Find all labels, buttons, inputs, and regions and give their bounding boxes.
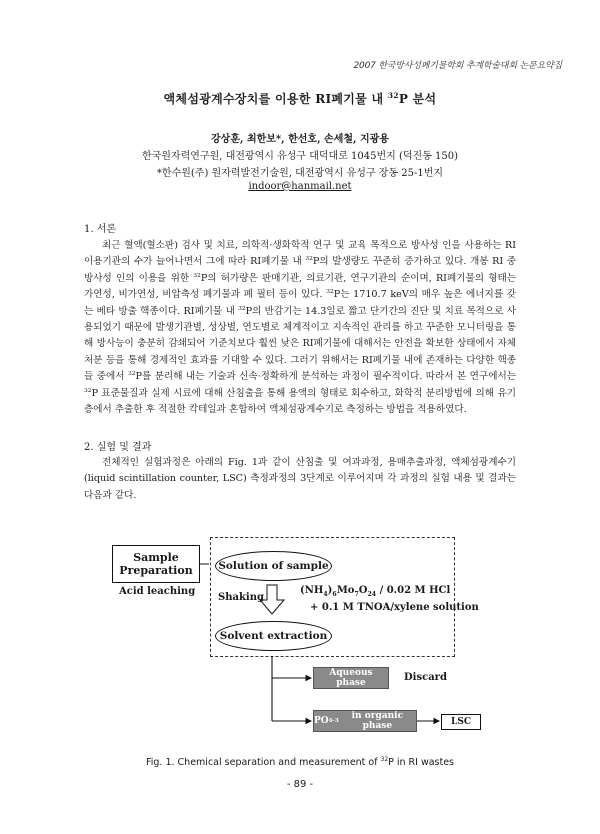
shaking-label: Shaking <box>218 592 264 603</box>
lsc-box: LSC <box>441 714 481 730</box>
section-heading-intro: 1. 서론 <box>84 224 117 235</box>
isotope-mass: 32 <box>193 271 201 279</box>
title-suffix: P 분석 <box>398 92 437 106</box>
reagent-line-1: $(NH_4)_6Mo_7O_{24} / 0.02$ M HCl <box>300 585 451 598</box>
acid-leaching-label: Acid leaching <box>119 586 196 597</box>
contact-email[interactable]: indoor@hanmail.net <box>248 181 352 192</box>
intro-text-5: P의 반감기는 14.3일로 짧고 단기간의 진단 및 치료 목적으로 사용되었기 때문에 발생기관별, 성상별, 연도별로 체계적이고 지속적인 관리를 하고 꾸준한 모니터링을 통해 방사능이 충분히 감쇄되어 기준치보다 훨씬 낮은 RI폐기물에 대해서는 안전을 확보한 상태에서 자체처분 등을 통해 경제적인 효과를 기대할 수 있다. 그러기 위해서는 RI폐기물 내에 존재하는 다양한 핵종들 중에서 <box>84 305 516 383</box>
sample-preparation-box <box>112 545 200 583</box>
results-paragraph: 전체적인 실험과정은 아래의 Fig. 1과 같이 산침출 및 여과과정, 용매추출과정, 액체섬광계수기 (liquid scintillation counter, LSC) 측정과정의 3단계로 이루어지며 각 과정의 실험 내용 및 결과는 다음과 같다. <box>84 457 516 501</box>
conference-header: 2007 한국방사성폐기물학회 추계학술대회 논문요약집 <box>353 61 562 71</box>
intro-text-4: P는 1710.7 keV의 매우 높은 에너지를 갖는 베타 방출 핵종이다. RI폐기물 내 <box>84 289 516 317</box>
sample-prep-line-1: Sample <box>133 551 179 564</box>
sample-prep-line-2: Preparation <box>119 564 193 577</box>
isotope-mass: 32 <box>127 370 136 378</box>
isotope-mass: 32 <box>238 304 246 312</box>
title-prefix: 액체섬광계수장치를 이용한 RI폐기물 내 <box>163 92 388 106</box>
discard-label: Discard <box>404 672 447 683</box>
intro-text-7: P 표준물질과 실제 시료에 대해 산침출을 통해 용액의 형태로 회수하고, 화학적 분리방법에 의해 유기층에서 추출한 후 적절한 칵테일과 혼합하여 액체섬광계수기로 측정하는 방법을 적용하였다. <box>84 387 516 416</box>
author-list: 강상훈, 최한보*, 한선호, 손세철, 지광용 <box>211 134 389 145</box>
section-heading-results: 2. 실험 및 결과 <box>84 442 152 453</box>
isotope-mass: 32 <box>84 386 92 394</box>
solution-of-sample-node: Solution of sample <box>215 551 332 581</box>
affiliation-1: 한국원자력연구원, 대전광역시 유성구 대덕대로 1045번지 (덕진동 150) <box>141 151 459 162</box>
intro-text-2: P의 발생량도 꾸준히 증가하고 있다. 개봉 RI 중 방사성 인의 이용을 위한 <box>84 256 516 284</box>
intro-text-1: 최근 혈액(혈소판) 검사 및 치료, 의학적·생화학적 연구 및 교육 목적으로 방사성 인을 사용하는 RI 이용기관의 수가 늘어나면서 그에 따라 RI폐기물 내 <box>84 240 516 268</box>
intro-text-3: P의 허가량은 판매기관, 의료기관, 연구기관의 순이며, RI폐기물의 형태는 가연성, 비가연성, 비압축성 폐기물과 폐 필터 등이 있다. <box>84 272 516 301</box>
reagent-line-2: + 0.1 M TNOA/xylene solution <box>310 602 479 613</box>
isotope-mass: 32 <box>326 288 334 296</box>
intro-text-6: P를 분리해 내는 기술과 신속·정확하게 분석하는 과정이 필수적이다. 따라서 본 연구에서는 <box>135 371 516 383</box>
organic-phase-box: PO 4 -3 in organic phase <box>313 710 417 732</box>
figure-caption: Fig. 1. Chemical separation and measurement of $^{32}$P in RI wastes <box>145 756 455 768</box>
page-number: - 89 - <box>286 779 314 790</box>
aqueous-phase-box: Aqueous phase <box>313 667 389 689</box>
isotope-mass: 32 <box>305 255 313 263</box>
solvent-extraction-node: Solvent extraction <box>215 621 332 651</box>
affiliation-2: *한수원(주) 원자력발전기술원, 대전광역시 유성구 장동 25-1번지 <box>156 168 444 179</box>
title-isotope-mass: 32 <box>387 91 399 100</box>
